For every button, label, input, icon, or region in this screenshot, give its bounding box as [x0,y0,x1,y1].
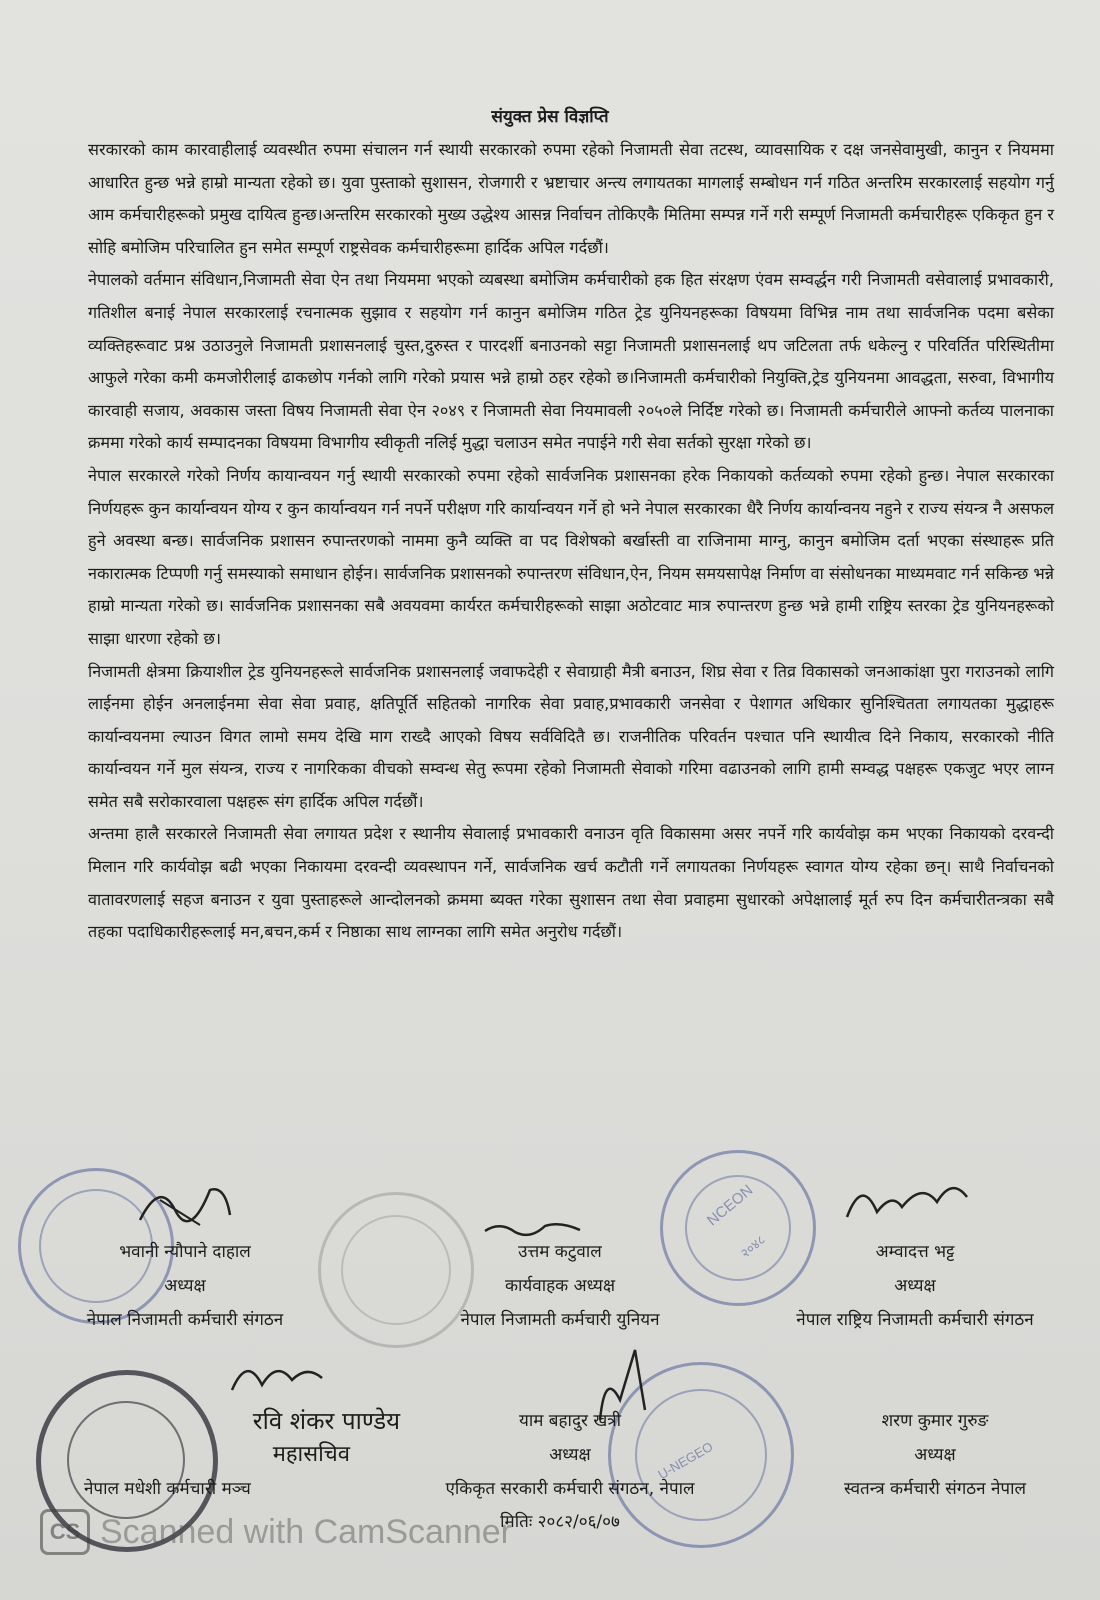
paragraph-3: नेपाल सरकारले गरेको निर्णय कायान्वयन गर्नु स्थायी सरकारको रुपमा रहेको सार्वजनिक प्रशासनका हरेक निकायको कर्तव्यको रुपमा रहेको हुन्छ। नेपाल सरकारका निर्णयहरू कुन कार्यान्वयन योग्य र कुन कार्यान्वयन गर्न नपर्ने परीक्षण गरि कार्यान्वयन गर्ने हो भने नेपाल सरकारका धैरै निर्णय कार्यान्वनय नहुने र राज्य संयन्त्र नै असफल हुने अवस्था बन्छ। सार्वजनिक प्रशासन रुपान्तरणको नाममा कुनै व्यक्ति वा पद विशेषको बर्खास्ती वा राजिनामा माग्नु, कानुन बमोजिम दर्ता भएका संस्थाहरू प्रति नकारात्मक टिप्पणी गर्नु समस्याको समाधान होईन। सार्वजनिक प्रशासनको रुपान्तरण संविधान,ऐन, नियम समयसापेक्ष निर्माण वा संसोधनका माध्यमवाट गर्न सकिन्छ भन्ने हाम्रो मान्यता गरेको छ। सार्वजनिक प्रशासनका सबै अवयवमा कार्यरत कर्मचारीहरूको साझा अठोटवाट मात्र रुपान्तरण हुन्छ भन्ने हामी राष्ट्रिय स्तरका ट्रेड युनियनहरूको साझा धारणा रहेको छ। [88,465,1054,648]
camscanner-text: Scanned with CamScanner [100,1512,513,1551]
signatory-name: शरण कुमार गुरुङ [881,1411,989,1431]
signatory-position: अध्यक्ष [164,1276,206,1296]
signature-3 [842,1172,972,1232]
stamp-nceon-label: NCEON [703,1181,757,1230]
signatory-3 [760,1235,1070,1337]
document-date: मितिः २०८२/०६/०७ [500,1512,620,1532]
signature-1 [130,1170,240,1240]
signatory-name: याम बहादुर खत्री [518,1411,622,1431]
signatory-name: उत्तम कटुवाल [518,1242,602,1262]
signatory-name: भवानी न्यौपाने दाहाल [119,1242,251,1262]
signatory-org: नेपाल निजामती कर्मचारी संगठन [86,1310,284,1330]
signatory-name: अम्वादत्त भट्ट [875,1242,955,1262]
document-title: संयुक्त प्रेस विज्ञप्ति [491,107,609,127]
camscanner-logo-icon: CS [40,1509,90,1555]
signatory-org: एकिकृत सरकारी कर्मचारी संगठन, नेपाल [445,1479,695,1499]
signatory-5 [420,1404,720,1506]
document-body [88,134,1054,949]
paragraph-5: अन्तमा हालै सरकारले निजामती सेवा लगायत प्रदेश र स्थानीय सेवालाई प्रभावकारी वनाउन वृति विकासमा असर नपर्ने गरि कार्यवोझ कम भएका निकायको दरवन्दी मिलान गरि कार्यवोझ बढी भएका निकायमा दरवन्दी व्यवस्थापन गर्ने, सार्वजनिक खर्च कटौती गर्ने लगायतका निर्णयहरू स्वागत योग्य रहेका छन्। साथै निर्वाचनको वातावरणलाई सहज बनाउन र युवा पुस्ताहरूले आन्दोलनको क्रममा ब्यक्त गरेका सुशासन तथा सेवा प्रवाहमा सुधारको अपेक्षालाई मूर्त रुप दिन कर्मचारीतन्त्रका सबै तहका पदाधिकारीहरूलाई मन,बचन,कर्म र निष्ठाका साथ लाग्नका लागि समेत अनुरोध गर्दछौं। [88,824,1054,942]
signatory-org: स्वतन्त्र कर्मचारी संगठन नेपाल [843,1479,1027,1499]
signatory-org: नेपाल राष्ट्रिय निजामती कर्मचारी संगठन [796,1310,1034,1330]
signatory-org: नेपाल निजामती कर्मचारी युनियन [460,1310,660,1330]
signatory-position: अध्यक्ष [894,1276,936,1296]
signatory-position: अध्यक्ष [914,1445,956,1465]
paragraph-1: सरकारको काम कारवाहीलाई व्यवस्थीत रुपमा संचालन गर्न स्थायी सरकारको रुपमा रहेको निजामती सेवा तटस्थ, व्यावसायिक र दक्ष जनसेवामुखी, कानुन र नियममा आधारित हुन्छ भन्ने हाम्रो मान्यता रहेको छ। युवा पुस्ताको सुशासन, रोजगारी र भ्रष्टाचार अन्त्य लगायतका मागलाई सम्बोधन गर्न गठित अन्तरिम सरकारलाई सहयोग गर्नु आम कर्मचारीहरूको प्रमुख दायित्व हुन्छ।अन्तरिम सरकारको मुख्य उद्धेश्य आसन्न निर्वाचन तोकिएकै मितिमा सम्पन्न गर्ने गरी सम्पूर्ण निजामती कर्मचारीहरू एकिकृत हुन र सोहि बमोजिम परिचालित हुन समेत सम्पूर्ण राष्ट्रसेवक कर्मचारीहरूमा हार्दिक अपिल गर्दछौं। [88,140,1054,257]
camscanner-watermark [40,1510,512,1554]
paragraph-4: निजामती क्षेत्रमा क्रियाशील ट्रेड युनियनहरूले सार्वजनिक प्रशासनलाई जवाफदेही र सेवाग्राही मैत्री बनाउन, शिघ्र सेवा र तिव्र विकासको जनआकांक्षा पुरा गराउनको लागि लाईनमा होईन अनलाईनमा सेवा सेवा प्रवाह, क्षतिपूर्ति सहितको नागरिक सेवा प्रवाह,प्रभावकारी जनसेवा र पेशागत अधिकार सुनिश्चितता लगायतका मुद्धाहरू कार्यान्वयनमा ल्याउन विगत लामो समय देखि माग राख्दै आएको विषय सर्वविदितै छ। राजनीतिक परिवर्तन पश्चात पनि स्थायीत्व दिने निकाय, सरकारको नीति कार्यान्वयन गर्ने मुल संयन्त्र, राज्य र नागरिकका वीचको सम्वन्ध सेतु रूपमा रहेको निजामती सेवाको गरिमा वढाउनको लागि हामी सम्वद्ध पक्षहरू एकजुट भएर लाग्न समेत सबै सरोकारवाला पक्षहरू संग हार्दिक अपिल गर्दछौं। [88,661,1054,811]
signature-4 [222,1350,332,1400]
stamp-unegeo-label: U-NEGEO [655,1438,716,1483]
signatory-4 [70,1404,410,1506]
signatory-2 [420,1235,700,1337]
signatory-position: अध्यक्ष [549,1445,591,1465]
signatory-1 [40,1235,330,1337]
paragraph-2: नेपालको वर्तमान संविधान,निजामती सेवा ऐन तथा नियममा भएको व्यबस्था बमोजिम कर्मचारीको हक हित संरक्षण एंवम सम्वर्द्धन गरी निजामती वसेवालाई प्रभावकारी, गतिशील बनाई नेपाल सरकारलाई रचनात्मक सुझाव र सहयोग गर्न कानुन बमोजिम गठित ट्रेड युनियनहरूका विषयमा विभिन्न नाम तथा सार्वजनिक पदमा बसेका व्यक्तिहरूवाट प्रश्न उठाउनुले निजामती प्रशासनलाई चुस्त,दुरुस्त र पारदर्शी बनाउनको सट्टा निजामती प्रशासनलाई थप जटिलता तर्फ धकेल्नु र परिवर्तित परिस्थितीमा आफुले गरेका कमी कमजोरीलाई ढाकछोप गर्नको लागि गरेको प्रयास भन्ने हाम्रो ठहर रहेको छ।निजामती कर्मचारीको नियुक्ति,ट्रेड युनियनमा आवद्धता, सरुवा, विभागीय कारवाही सजाय, अवकास जस्ता विषय निजामती सेवा ऐन २०४९ र निजामती सेवा नियमावली २०५०ले निर्दिष्ट गरेको छ। निजामती कर्मचारीले आफ्नो कर्तव्य पालनाका क्रममा गरेको कार्य सम्पादनका विषयमा विभागीय स्वीकृती नलिई मुद्धा चलाउन समेत नपाईने गरी सेवा सर्तको सुरक्षा गरेको छ। [88,270,1054,453]
signatory-6 [800,1404,1070,1506]
signatory-position: कार्यवाहक अध्यक्ष [504,1276,616,1296]
signatory-name: रवि शंकर पाण्डेय [252,1407,400,1435]
signatory-org: नेपाल मधेशी कर्मचारी मञ्च [84,1479,251,1499]
stamp-nceon-year: २०४८ [738,1232,769,1262]
signatory-position: महासचिव [272,1442,350,1467]
